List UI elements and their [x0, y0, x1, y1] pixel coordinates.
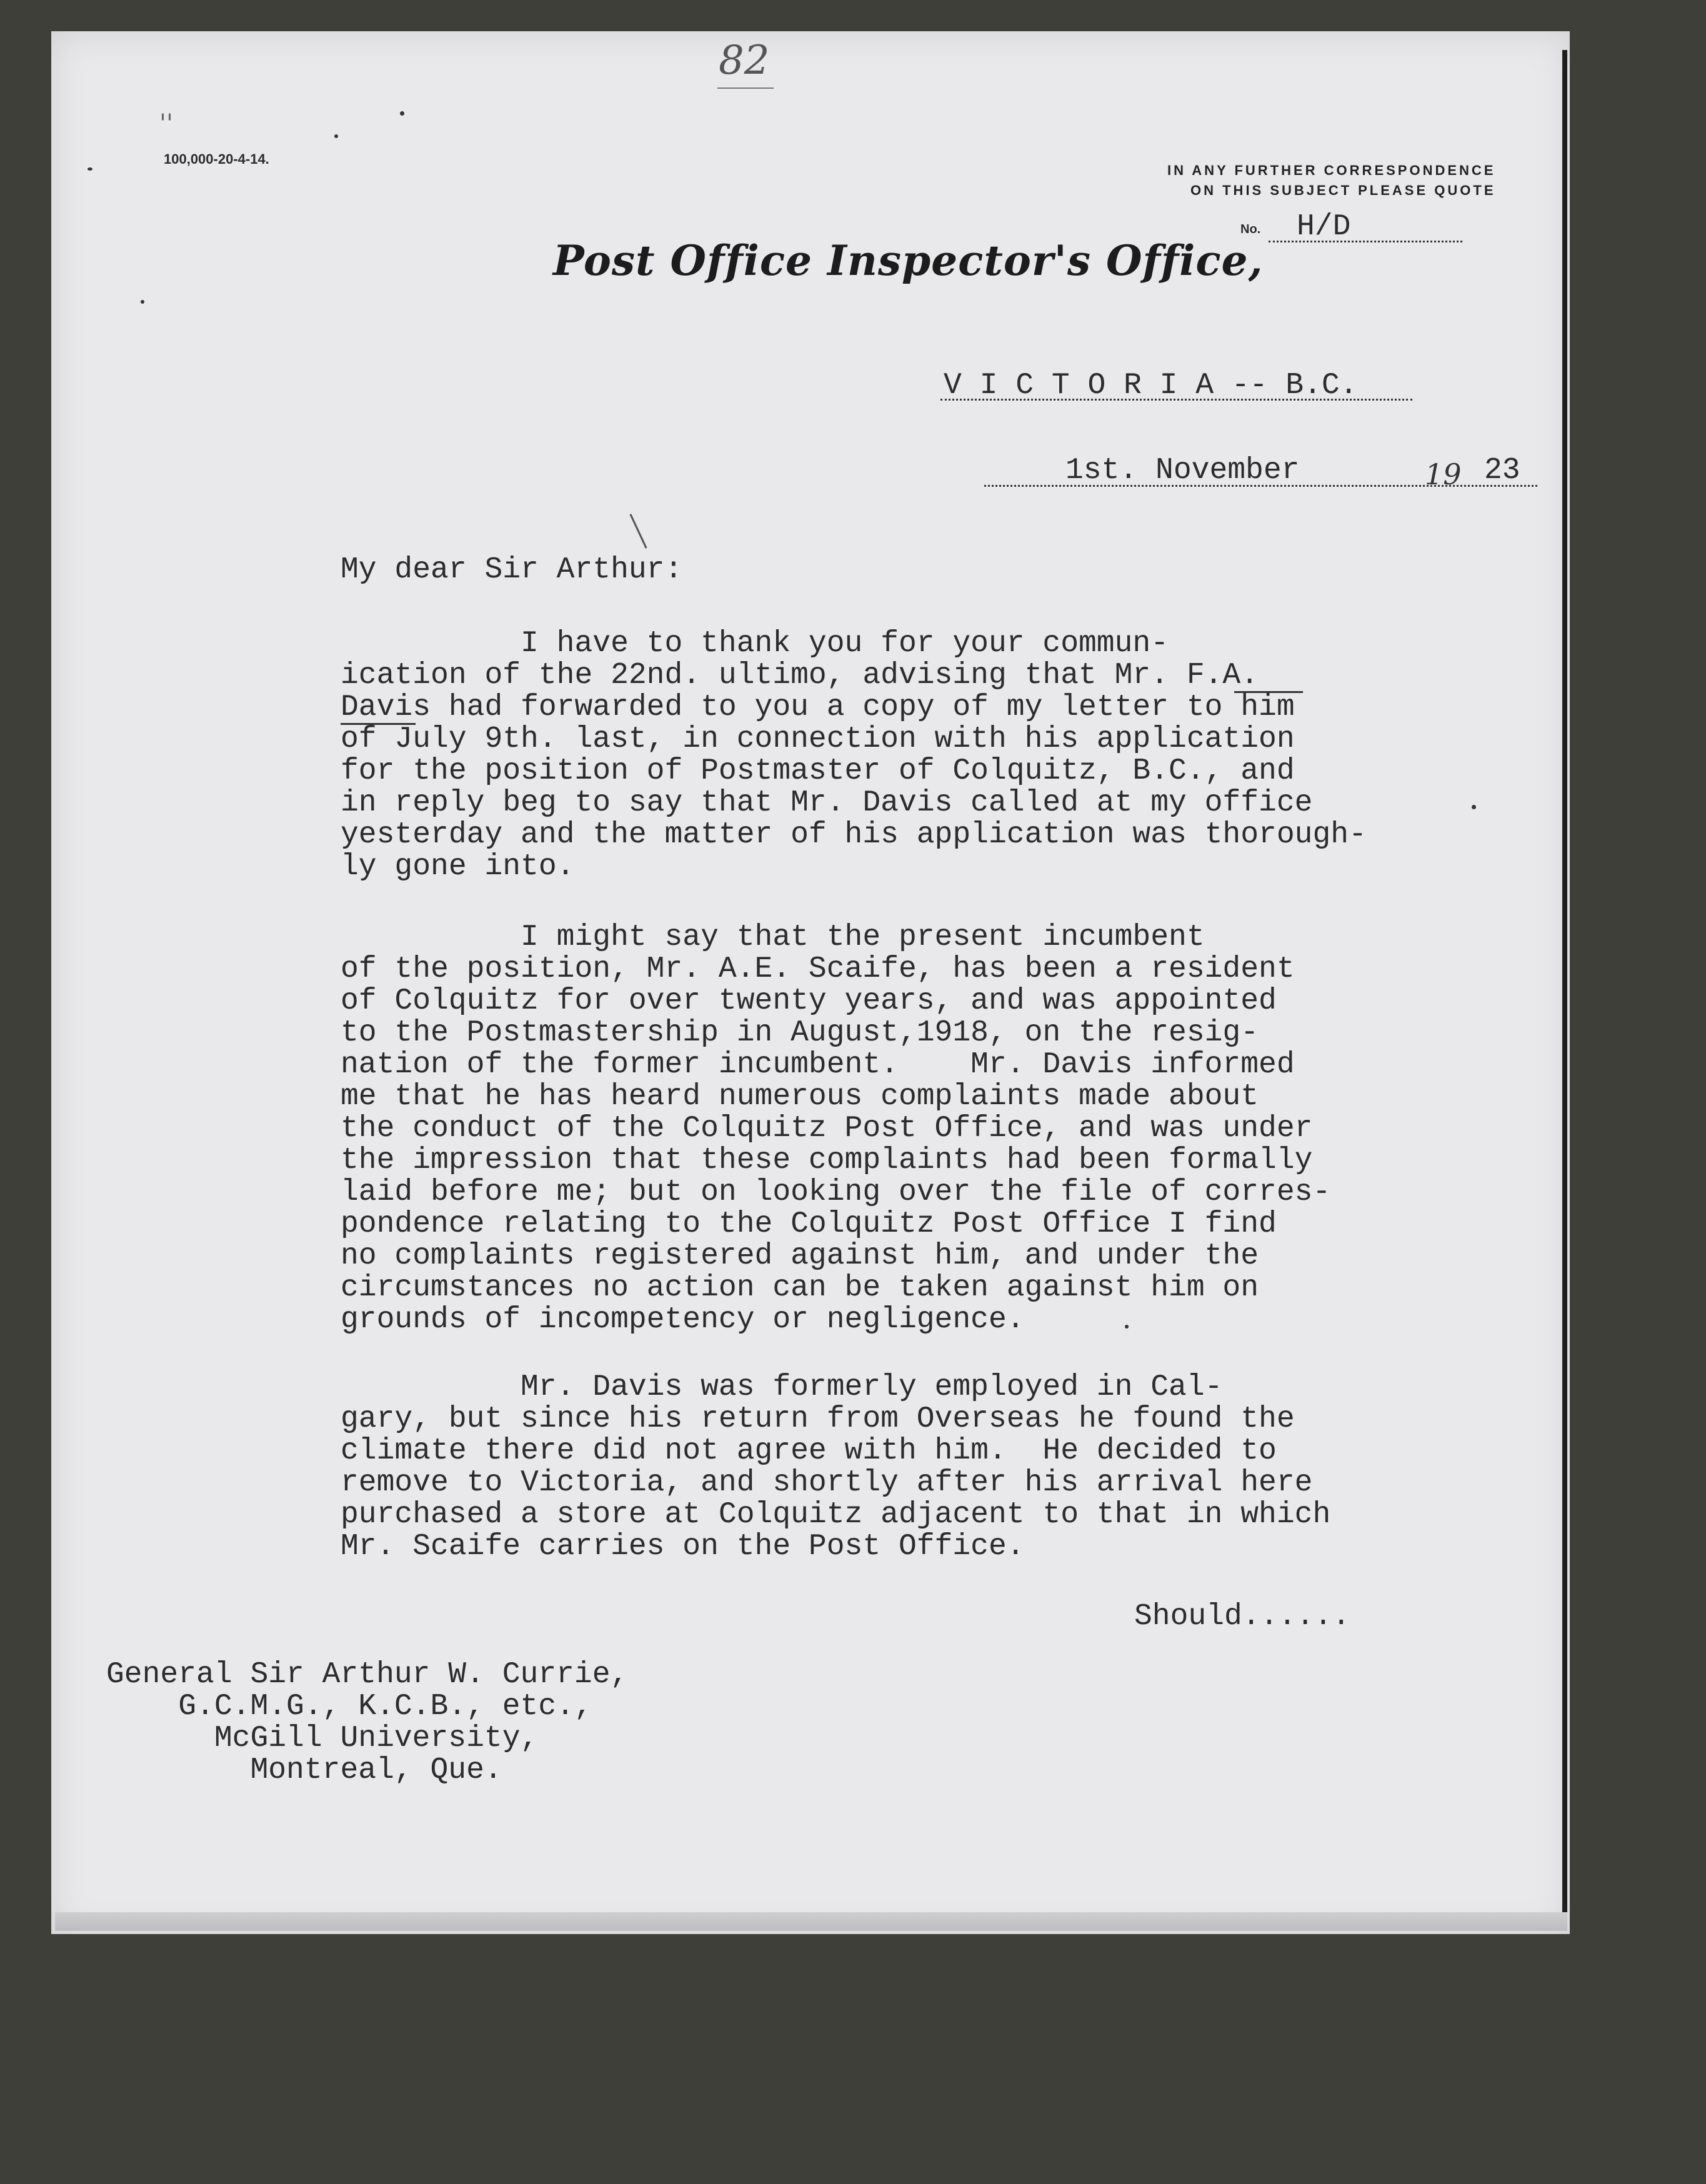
body-line: Mr. Scaife carries on the Post Office. — [341, 1530, 1025, 1563]
form-code: 100,000-20-4-14. — [164, 151, 269, 167]
letterhead-title: Post Office Inspector's Office, — [553, 236, 1264, 285]
body-line: for the position of Postmaster of Colquitz, B.C., and — [341, 754, 1295, 788]
body-line: the conduct of the Colquitz Post Office, and was under — [341, 1112, 1313, 1145]
addressee-block — [106, 1659, 628, 1787]
paragraph-1 — [341, 628, 1367, 883]
correspondence-notice-line2: ON THIS SUBJECT PLEASE QUOTE — [1190, 182, 1496, 198]
body-line: pondence relating to the Colquitz Post Office I find — [341, 1207, 1277, 1241]
addressee-line: McGill University, — [106, 1722, 539, 1755]
body-line: no complaints registered against him, and under the — [341, 1239, 1259, 1273]
date-year-prefix: 19 — [1425, 457, 1462, 491]
body-line: circumstances no action can be taken against him on — [341, 1271, 1259, 1305]
continuation-word: Should...... — [1134, 1600, 1350, 1633]
speck — [1472, 805, 1476, 809]
body-line: purchased a store at Colquitz adjacent to that in which — [341, 1498, 1331, 1532]
date-day-month: 1st. November — [1065, 454, 1300, 487]
location-rule — [940, 399, 1412, 401]
name-underline — [341, 723, 416, 725]
reference-value: H/D — [1297, 210, 1351, 244]
body-line: ication of the 22nd. ultimo, advising that Mr. F.A. — [341, 659, 1259, 692]
salutation: My dear Sir Arthur: — [341, 553, 683, 587]
reference-label: No. — [1240, 222, 1261, 236]
addressee-line: Montreal, Que. — [106, 1753, 502, 1787]
reference-rule — [1269, 241, 1462, 242]
body-line: gary, but since his return from Overseas he found the — [341, 1402, 1295, 1436]
body-line: I have to thank you for your commun- — [341, 627, 1169, 661]
paragraph-2 — [341, 922, 1330, 1336]
body-line: in reply beg to say that Mr. Davis called at my office — [341, 786, 1313, 820]
name-underline — [1234, 691, 1303, 693]
body-line: laid before me; but on looking over the file of corres- — [341, 1175, 1331, 1209]
body-line: of Colquitz for over twenty years, and was appointed — [341, 984, 1277, 1018]
page-number: 82 — [719, 37, 770, 84]
body-line: me that he has heard numerous complaints made about — [341, 1080, 1259, 1114]
body-line: grounds of incompetency or negligence. — [341, 1303, 1025, 1337]
body-line: nation of the former incumbent. Mr. Davis informed — [341, 1048, 1295, 1082]
body-line: the impression that these complaints had been formally — [341, 1144, 1313, 1177]
location: V I C T O R I A -- B.C. — [944, 369, 1358, 402]
body-line: Mr. Davis was formerly employed in Cal- — [341, 1370, 1223, 1404]
correspondence-notice-line1: IN ANY FURTHER CORRESPONDENCE — [1167, 162, 1496, 178]
body-line: ly gone into. — [341, 850, 575, 884]
speck — [87, 167, 92, 171]
page-edge-shadow — [1562, 50, 1567, 1931]
page-number-underline — [717, 87, 774, 89]
date-rule — [984, 485, 1537, 487]
date-year-suffix: 23 — [1484, 454, 1520, 487]
addressee-line: G.C.M.G., K.C.B., etc., — [106, 1690, 592, 1723]
speck — [400, 111, 404, 116]
speck — [334, 134, 338, 138]
body-line: to the Postmastership in August,1918, on the resig- — [341, 1016, 1259, 1050]
body-line: Davis had forwarded to you a copy of my letter to him — [341, 691, 1295, 724]
addressee-line: General Sir Arthur W. Currie, — [106, 1658, 629, 1692]
paragraph-3 — [341, 1372, 1330, 1563]
body-line: remove to Victoria, and shortly after his arrival here — [341, 1466, 1313, 1500]
body-line: climate there did not agree with him. He decided to — [341, 1434, 1277, 1468]
body-line: I might say that the present incumbent — [341, 920, 1205, 954]
stray-mark: '' — [159, 109, 173, 138]
body-line: of the position, Mr. A.E. Scaife, has been a resident — [341, 952, 1295, 986]
body-line: yesterday and the matter of his application was thorough- — [341, 818, 1367, 852]
page-bottom-shade — [55, 1912, 1567, 1931]
body-line: of July 9th. last, in connection with his application — [341, 722, 1295, 756]
speck — [141, 300, 144, 304]
